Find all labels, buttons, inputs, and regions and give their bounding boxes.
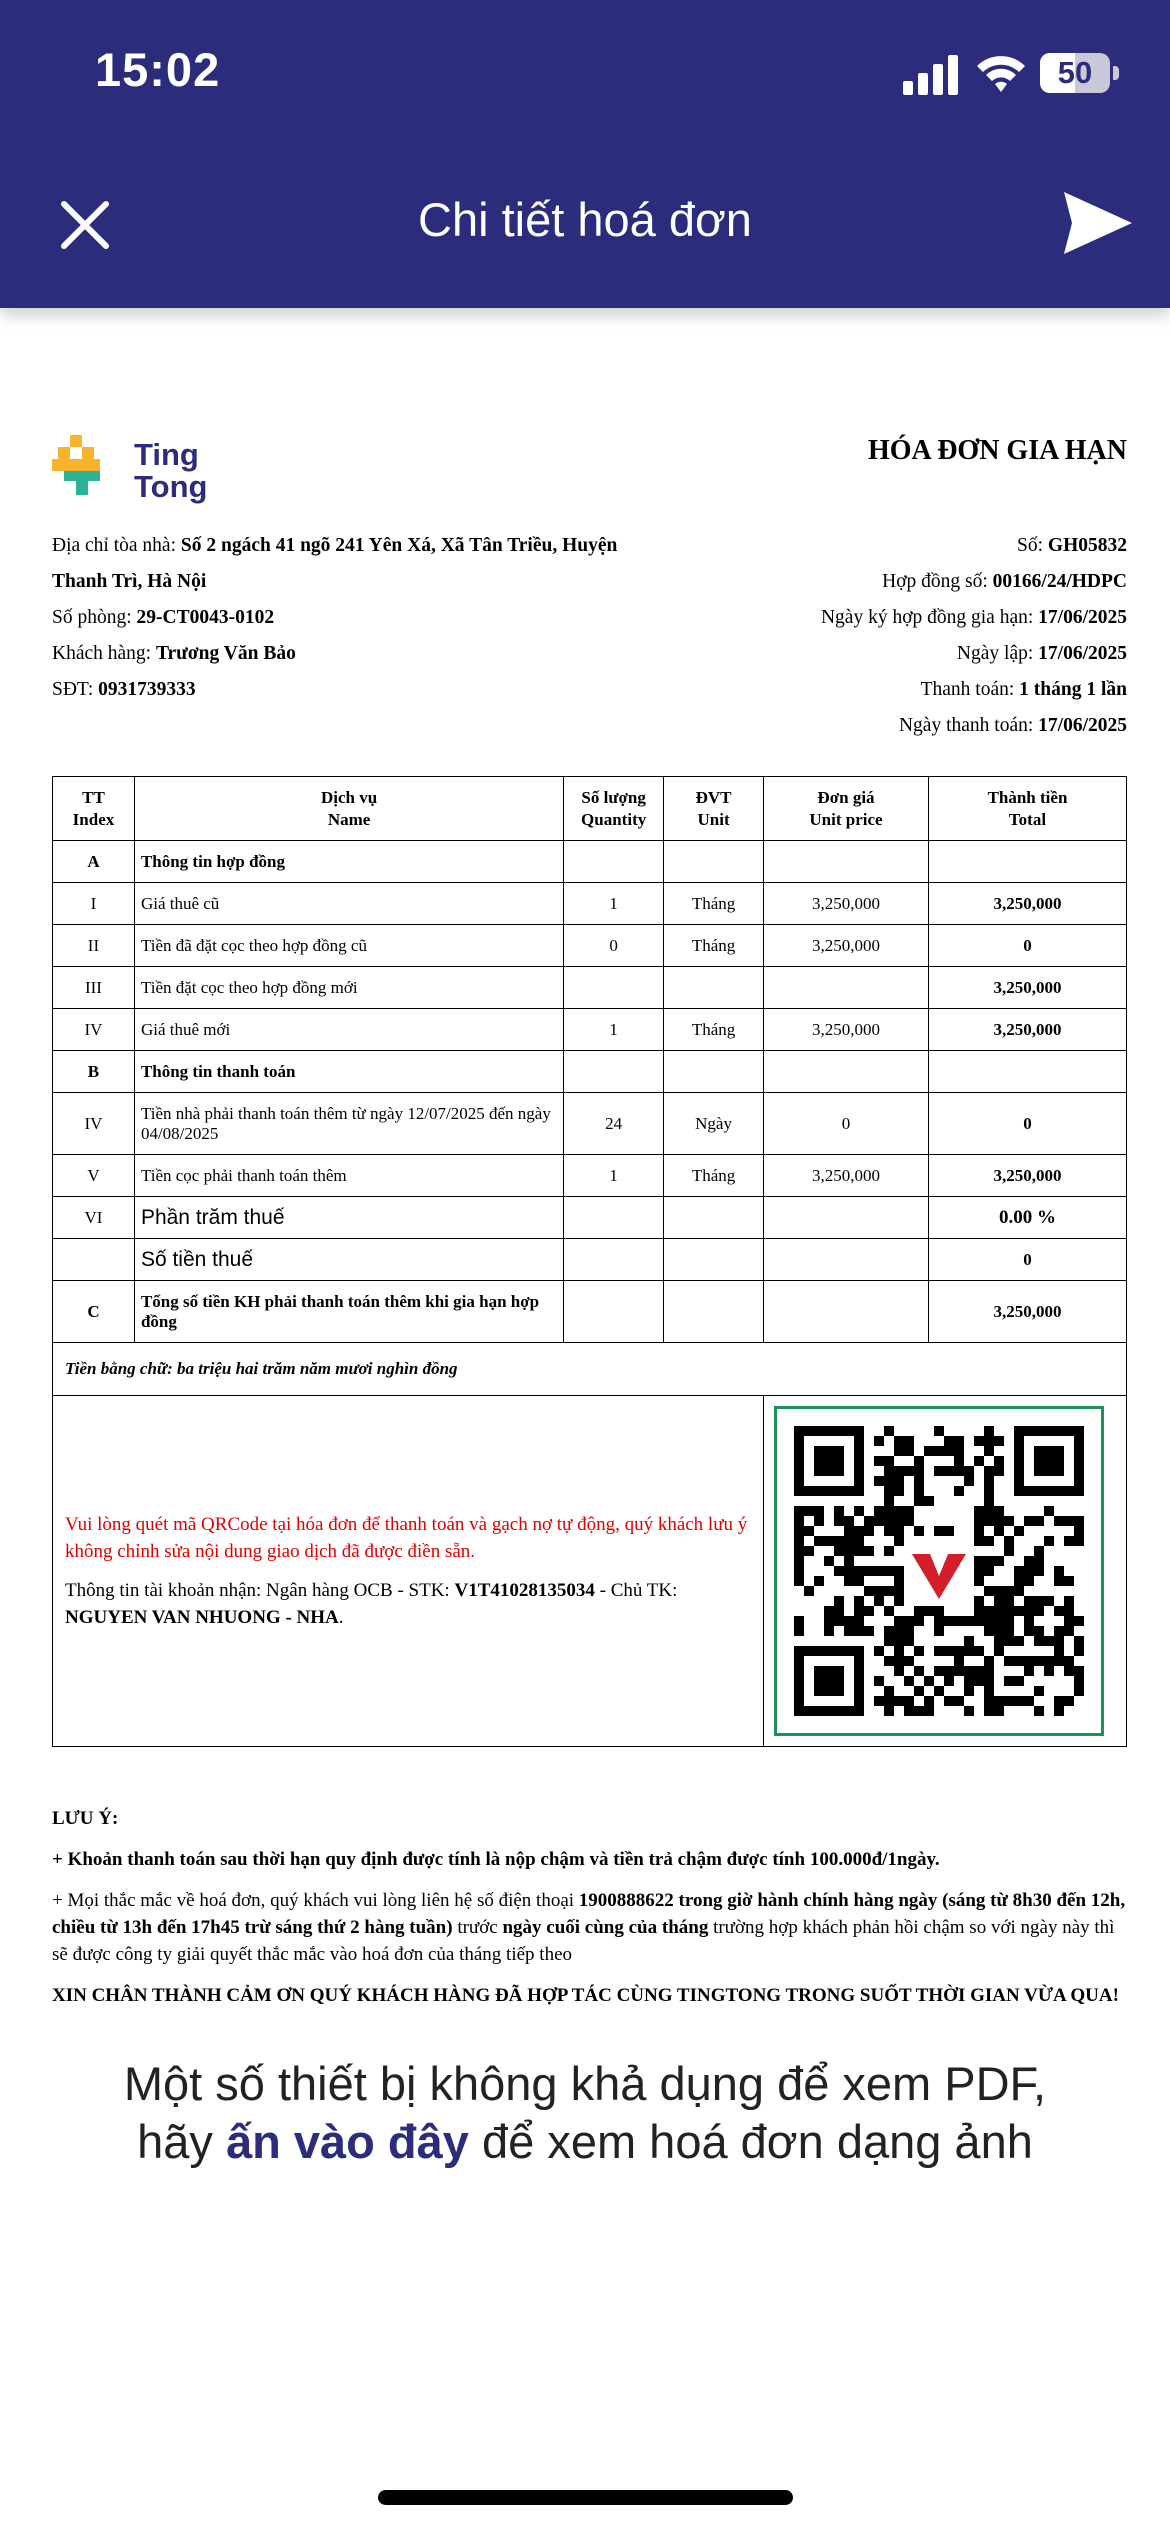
invoice-title: HÓA ĐƠN GIA HẠN (867, 435, 1127, 466)
payment-info (53, 1396, 764, 1747)
renewal-sign-date: Ngày ký hợp đồng gia hạn: 17/06/2025 (820, 607, 1127, 628)
qr-code-image (794, 1426, 1084, 1716)
payment-qr-code[interactable] (774, 1406, 1104, 1736)
pdf-fallback-message (0, 2055, 1170, 2171)
wifi-icon (975, 52, 1027, 94)
invoice-meta (567, 528, 1127, 744)
status-time: 15:02 (95, 43, 221, 96)
note-late-fee: + Khoản thanh toán sau thời hạn quy định được tính là nộp chậm và tiền trả chậm được tính 100.000đ/1ngày. (52, 1849, 940, 1870)
created-date: Ngày lập: 17/06/2025 (956, 643, 1127, 664)
contract-number: Hợp đồng số: 00166/24/HDPC (882, 571, 1127, 592)
grand-total-row: C Tổng số tiền KH phải thanh toán thêm khi gia hạn hợp đồng 3,250,000 (53, 1281, 1127, 1343)
note-contact: + Mọi thắc mắc về hoá đơn, quý khách vui lòng liên hệ số điện thoại 1900888622 trong giờ hành chính hàng ngày (sáng từ 8h30 đến 12h, chiều từ 13h đến 17h45 trừ sáng thứ 2 hàng tuần) trước ngày cuối cùng của tháng trường hợp khách phản hồi chậm so với ngày này thì sẽ được công ty giải quyết thắc mắc vào hoá đơn của tháng tiếp theo (52, 1890, 1126, 1965)
amount-in-words-row: Tiền bằng chữ: ba triệu hai trăm năm mươi nghìn đồng (53, 1343, 1127, 1396)
customer-name: Khách hàng: Trương Văn Bảo (52, 643, 296, 664)
invoice-number: Số: GH05832 (1017, 535, 1127, 556)
room-number: Số phòng: 29-CT0043-0102 (52, 607, 275, 628)
payment-date: Ngày thanh toán: 17/06/2025 (898, 715, 1127, 736)
qr-cell (764, 1396, 1127, 1747)
battery-icon (1040, 53, 1120, 93)
header-total: Thành tiền Total (928, 777, 1126, 841)
table-row: IV Tiền nhà phải thanh toán thêm từ ngày 12/07/2025 đến ngày 04/08/2025 24 Ngày 0 0 (53, 1093, 1127, 1155)
tax-amount-row: Số tiền thuế 0 (53, 1239, 1127, 1281)
view-as-image-link[interactable]: ấn vào đây (225, 2115, 469, 2168)
send-icon[interactable] (1062, 190, 1134, 256)
tax-percent-row: VI Phần trăm thuế 0.00 % (53, 1197, 1127, 1239)
pdf-message-line1: Một số thiết bị không khả dụng để xem PDF, (123, 2057, 1047, 2110)
payment-cycle: Thanh toán: 1 tháng 1 lần (920, 679, 1127, 700)
thank-you-note: XIN CHÂN THÀNH CẢM ƠN QUÝ KHÁCH HÀNG ĐÃ HỢP TÁC CÙNG TINGTONG TRONG SUỐT THỜI GIAN VỪA QUA! (52, 1985, 1119, 2006)
tingtong-logo (52, 435, 222, 515)
notes-heading: LƯU Ý: (52, 1808, 119, 1829)
header-quantity: Số lượng Quantity (564, 777, 664, 841)
app-header (0, 0, 1170, 308)
invoice-document (0, 395, 1170, 2035)
header-index: TT Index (53, 777, 135, 841)
table-row: II Tiền đã đặt cọc theo hợp đồng cũ 0 Tháng 3,250,000 0 (53, 925, 1127, 967)
battery-level: 50 (1057, 55, 1093, 90)
section-row-a: A Thông tin hợp đồng (53, 841, 1127, 883)
qr-payment-notice: Vui lòng quét mã QRCode tại hóa đơn để thanh toán và gạch nợ tự động, quý khách lưu ý không chỉnh sửa nội dung giao dịch đã được điền sẵn. (65, 1514, 748, 1562)
table-row: V Tiền cọc phải thanh toán thêm 1 Tháng 3,250,000 3,250,000 (53, 1155, 1127, 1197)
table-row: IV Giá thuê mới 1 Tháng 3,250,000 3,250,000 (53, 1009, 1127, 1051)
table-row: III Tiền đặt cọc theo hợp đồng mới 3,250,000 (53, 967, 1127, 1009)
page-title: Chi tiết hoá đơn (418, 193, 752, 246)
bank-account-info: Thông tin tài khoản nhận: Ngân hàng OCB - STK: V1T41028135034 - Chủ TK: NGUYEN VAN NHUONG - NHA. (65, 1580, 678, 1628)
notes-section (52, 1805, 1127, 2023)
logo-text-tong: Tong (134, 469, 208, 504)
invoice-table (52, 776, 1127, 1747)
logo-text-ting: Ting (134, 437, 199, 472)
header-unit: ĐVT Unit (664, 777, 764, 841)
table-header (53, 777, 1127, 841)
customer-phone: SĐT: 0931739333 (52, 679, 196, 700)
pdf-message-line2: hãy ấn vào đây để xem hoá đơn dạng ảnh (137, 2115, 1033, 2168)
logo-mark-icon (52, 435, 124, 507)
table-row: I Giá thuê cũ 1 Tháng 3,250,000 3,250,000 (53, 883, 1127, 925)
header-name: Dịch vụ Name (134, 777, 563, 841)
building-address: Địa chỉ tòa nhà: Số 2 ngách 41 ngõ 241 Yên Xá, Xã Tân Triều, Huyện Thanh Trì, Hà Nội (52, 535, 618, 592)
cellular-signal-icon (903, 55, 958, 95)
section-row-b: B Thông tin thanh toán (53, 1051, 1127, 1093)
payment-row (53, 1396, 1127, 1747)
home-indicator[interactable] (378, 2490, 793, 2505)
header-unit-price: Đơn giá Unit price (764, 777, 929, 841)
